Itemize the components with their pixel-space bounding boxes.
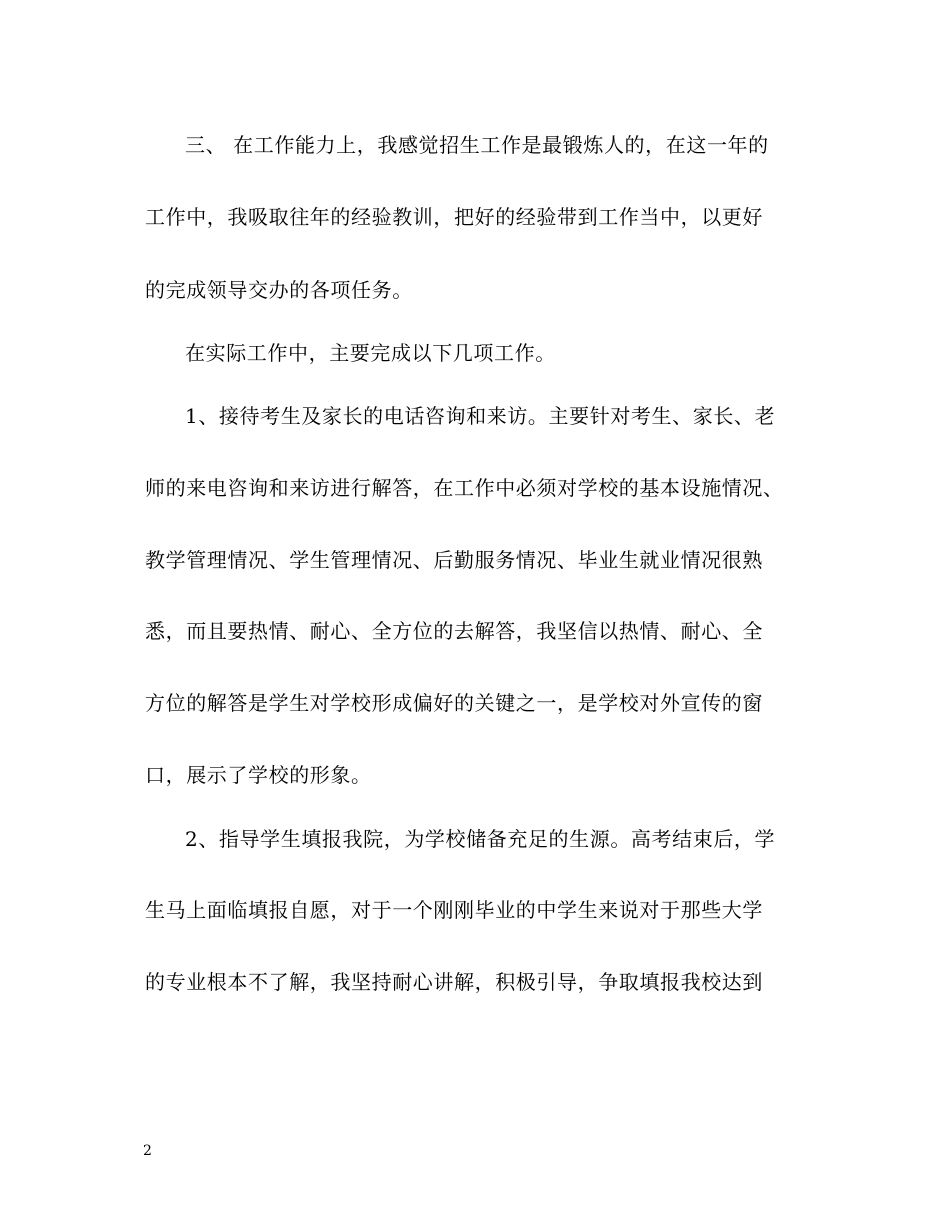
text-line: 口，展示了学校的形象。 xyxy=(145,763,372,787)
text-line: 悉，而且要热情、耐心、全方位的去解答，我坚信以热情、耐心、全 xyxy=(145,619,763,643)
text-line: 的完成领导交办的各项任务。 xyxy=(145,278,413,302)
text-line: 1、接待考生及家长的电话咨询和来访。主要针对考生、家长、老 xyxy=(185,404,776,428)
text-line: 生马上面临填报自愿，对于一个刚刚毕业的中学生来说对于那些大学 xyxy=(145,898,763,922)
text-line: 三、 在工作能力上，我感觉招生工作是最锻炼人的，在这一年的 xyxy=(185,133,769,157)
text-line: 的专业根本不了解，我坚持耐心讲解，积极引导，争取填报我校达到 xyxy=(145,970,763,994)
page-number: 2 xyxy=(143,1143,152,1159)
text-line: 教学管理情况、学生管理情况、后勤服务情况、毕业生就业情况很熟 xyxy=(145,548,763,572)
text-line: 工作中，我吸取往年的经验教训，把好的经验带到工作当中，以更好 xyxy=(145,205,763,229)
text-line: 师的来电咨询和来访进行解答，在工作中必须对学校的基本设施情况、 xyxy=(145,476,784,500)
text-line: 方位的解答是学生对学校形成偏好的关键之一，是学校对外宣传的窗 xyxy=(145,691,763,715)
text-line: 在实际工作中，主要完成以下几项工作。 xyxy=(185,341,556,365)
text-line: 2、指导学生填报我院，为学校储备充足的生源。高考结束后，学 xyxy=(185,827,776,851)
